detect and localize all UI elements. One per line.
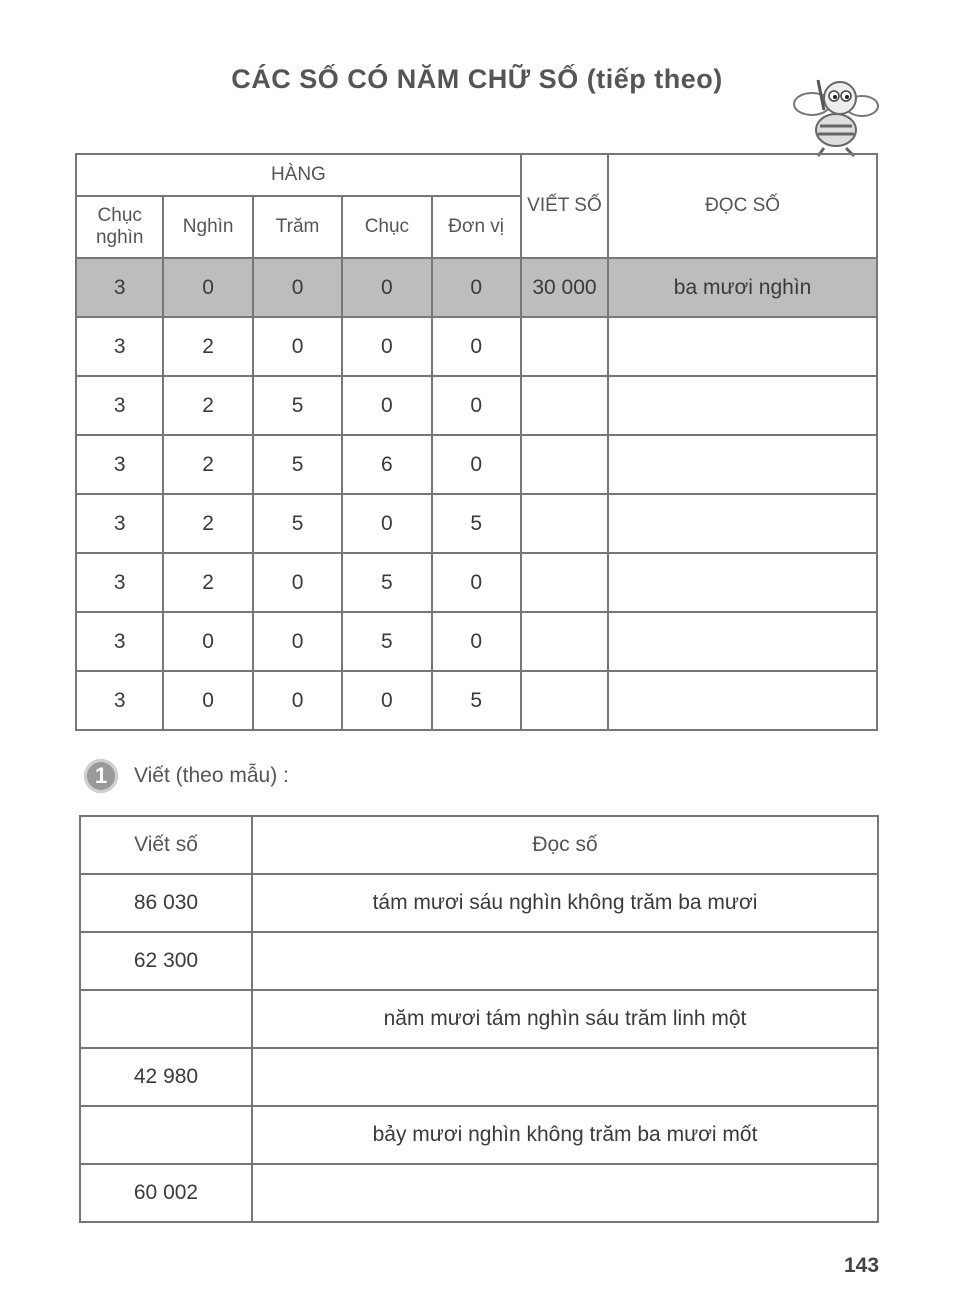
digit-cell: 0 — [432, 553, 521, 612]
written-number-cell[interactable] — [521, 612, 608, 671]
reading-cell: năm mươi tám nghìn sáu trăm linh một — [252, 990, 878, 1048]
exercise-1 — [84, 759, 289, 793]
table-row — [80, 990, 878, 1048]
digit-cell: 2 — [163, 317, 252, 376]
digit-cell: 0 — [342, 494, 431, 553]
table-row — [80, 1048, 878, 1106]
digit-cell: 3 — [76, 671, 163, 730]
page-number: 143 — [844, 1254, 880, 1277]
number-cell[interactable] — [80, 990, 252, 1048]
digit-cell: 3 — [76, 553, 163, 612]
digit-cell: 2 — [163, 553, 252, 612]
reading-cell: ba mươi nghìn — [608, 258, 877, 317]
reading-cell[interactable] — [608, 376, 877, 435]
digit-cell: 0 — [432, 612, 521, 671]
table-row — [76, 317, 877, 376]
digit-cell: 2 — [163, 435, 252, 494]
table-row-sample — [76, 258, 877, 317]
digit-cell: 5 — [432, 671, 521, 730]
header-don-vi: Đơn vị — [432, 196, 521, 258]
number-cell: 60 002 — [80, 1164, 252, 1222]
digit-cell: 0 — [432, 376, 521, 435]
header-chuc: Chục — [342, 196, 431, 258]
number-cell: 42 980 — [80, 1048, 252, 1106]
digit-cell: 0 — [342, 258, 431, 317]
group-header-hang: HÀNG — [76, 154, 521, 196]
digit-cell: 5 — [253, 435, 342, 494]
digit-cell: 5 — [253, 376, 342, 435]
write-read-table — [79, 815, 879, 1223]
written-number-cell[interactable] — [521, 671, 608, 730]
reading-cell[interactable] — [608, 671, 877, 730]
written-number-cell: 30 000 — [521, 258, 608, 317]
digit-cell: 0 — [342, 671, 431, 730]
reading-cell[interactable] — [252, 1048, 878, 1106]
table-row — [76, 612, 877, 671]
table-row — [80, 874, 878, 932]
header-read-number: ĐỌC SỐ — [608, 154, 877, 258]
digit-cell: 0 — [253, 258, 342, 317]
table-row — [76, 494, 877, 553]
table-row — [76, 671, 877, 730]
digit-cell: 0 — [432, 258, 521, 317]
digit-cell: 0 — [253, 553, 342, 612]
reading-cell[interactable] — [252, 932, 878, 990]
digit-cell: 0 — [163, 671, 252, 730]
digit-cell: 6 — [342, 435, 431, 494]
digit-cell: 0 — [432, 317, 521, 376]
table-row — [80, 1106, 878, 1164]
written-number-cell[interactable] — [521, 553, 608, 612]
header-write-number: VIẾT SỐ — [521, 154, 608, 258]
reading-cell[interactable] — [608, 435, 877, 494]
reading-cell[interactable] — [608, 553, 877, 612]
reading-cell[interactable] — [252, 1164, 878, 1222]
title-main: CÁC SỐ CÓ NĂM CHỮ SỐ — [231, 64, 579, 94]
reading-cell[interactable] — [608, 317, 877, 376]
number-cell: 86 030 — [80, 874, 252, 932]
digit-cell: 0 — [342, 317, 431, 376]
digit-cell: 3 — [76, 258, 163, 317]
exercise-number-badge: 1 — [84, 759, 118, 793]
digit-cell: 0 — [163, 258, 252, 317]
number-cell[interactable] — [80, 1106, 252, 1164]
digit-cell: 0 — [432, 435, 521, 494]
digit-cell: 0 — [253, 317, 342, 376]
exercise-instruction: Viết (theo mẫu) : — [134, 764, 289, 787]
table-row — [76, 435, 877, 494]
digit-cell: 3 — [76, 612, 163, 671]
digit-cell: 0 — [163, 612, 252, 671]
digit-cell: 3 — [76, 376, 163, 435]
title-sub: (tiếp theo) — [586, 64, 723, 94]
reading-cell[interactable] — [608, 494, 877, 553]
header-chuc-nghin: Chục nghìn — [76, 196, 163, 258]
digit-cell: 2 — [163, 376, 252, 435]
reading-cell[interactable] — [608, 612, 877, 671]
digit-cell: 0 — [253, 612, 342, 671]
reading-cell: tám mươi sáu nghìn không trăm ba mươi — [252, 874, 878, 932]
digit-cell: 5 — [253, 494, 342, 553]
digit-cell: 3 — [76, 435, 163, 494]
digit-cell: 3 — [76, 494, 163, 553]
written-number-cell[interactable] — [521, 494, 608, 553]
digit-cell: 5 — [432, 494, 521, 553]
header-nghin: Nghìn — [163, 196, 252, 258]
digit-cell: 0 — [342, 376, 431, 435]
place-value-table — [75, 153, 878, 731]
written-number-cell[interactable] — [521, 376, 608, 435]
header-viet-so: Viết số — [80, 816, 252, 874]
table-row — [80, 1164, 878, 1222]
digit-cell: 2 — [163, 494, 252, 553]
header-tram: Trăm — [253, 196, 342, 258]
table-row — [80, 932, 878, 990]
digit-cell: 5 — [342, 612, 431, 671]
digit-cell: 3 — [76, 317, 163, 376]
table-row — [76, 376, 877, 435]
table-row — [76, 553, 877, 612]
number-cell: 62 300 — [80, 932, 252, 990]
digit-cell: 0 — [253, 671, 342, 730]
bee-mascot-icon — [784, 70, 884, 160]
header-doc-so: Đọc số — [252, 816, 878, 874]
written-number-cell[interactable] — [521, 435, 608, 494]
reading-cell: bảy mươi nghìn không trăm ba mươi mốt — [252, 1106, 878, 1164]
written-number-cell[interactable] — [521, 317, 608, 376]
digit-cell: 5 — [342, 553, 431, 612]
